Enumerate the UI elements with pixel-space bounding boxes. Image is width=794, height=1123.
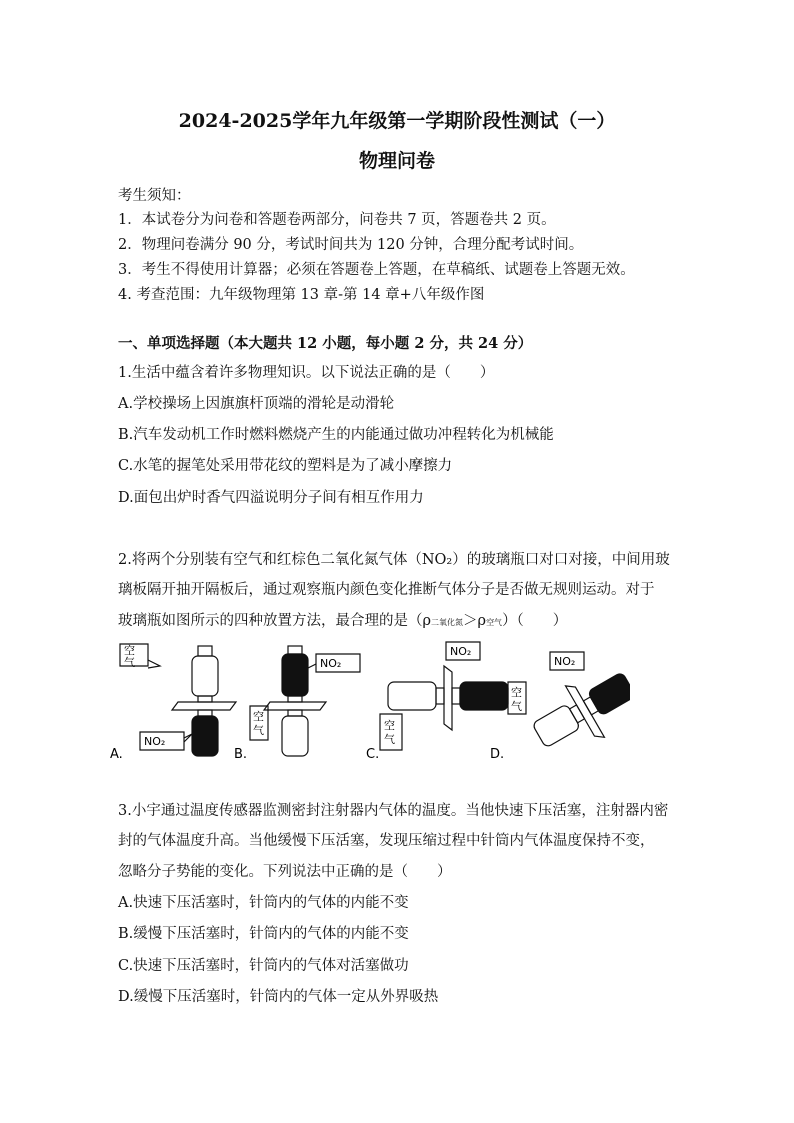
label-no2: NO₂ bbox=[554, 655, 576, 668]
q3-option-d: D.缓慢下压活塞时，针筒内的气体一定从外界吸热 bbox=[118, 989, 439, 1005]
q2-stem-line: 2.将两个分别装有空气和红棕色二氧化氮气体（NO₂）的玻璃瓶口对口对接，中间用玻 bbox=[118, 552, 670, 568]
q3-option-c: C.快速下压活塞时，针筒内的气体对活塞做功 bbox=[118, 958, 409, 974]
q2-stem-line: 璃板隔开抽开隔板后，通过观察瓶内颜色变化推断气体分子是否做无规则运动。对于 bbox=[118, 582, 655, 598]
bottle-arrangements-figure bbox=[110, 636, 630, 766]
section-heading: 一、单项选择题（本大题共 12 小题，每小题 2 分，共 24 分） bbox=[118, 335, 533, 352]
label-air: 气 bbox=[511, 700, 522, 713]
q2-stem-line bbox=[118, 609, 567, 630]
q1-stem: 1.生活中蕴含着许多物理知识。以下说法正确的是（ ） bbox=[118, 365, 495, 381]
q1-option-a: A.学校操场上因旗旗杆顶端的滑轮是动滑轮 bbox=[118, 396, 395, 412]
q3-stem-line: 3.小宇通过温度传感器监测密封注射器内气体的温度。当他快速下压活塞，注射器内密 bbox=[118, 803, 669, 819]
q3-option-b: B.缓慢下压活塞时，针筒内的气体的内能不变 bbox=[118, 926, 409, 942]
label-no2: NO₂ bbox=[320, 657, 342, 670]
figure-option-d: D. bbox=[490, 747, 505, 762]
option-b-diagram bbox=[250, 646, 360, 756]
notice-item: 4. 考查范围：九年级物理第 13 章-第 14 章+八年级作图 bbox=[118, 287, 485, 303]
greater-than: ＞ρ bbox=[463, 613, 487, 629]
label-no2: NO₂ bbox=[450, 645, 472, 658]
label-air: 气 bbox=[124, 656, 135, 669]
label-air: 空 bbox=[384, 719, 395, 732]
q3-option-a: A.快速下压活塞时，针筒内的气体的内能不变 bbox=[118, 895, 409, 911]
label-air: 气 bbox=[384, 733, 395, 746]
q2-stem-prefix: 玻璃瓶如图所示的四种放置方法，最合理的是（ρ bbox=[118, 613, 432, 629]
label-no2: NO₂ bbox=[144, 735, 166, 748]
paper-subtitle: 物理问卷 bbox=[358, 150, 435, 172]
q3-stem-line: 忽略分子势能的变化。下列说法中正确的是（ ） bbox=[118, 864, 452, 880]
label-air: 空 bbox=[511, 686, 522, 699]
q2-stem-suffix: ）（ ） bbox=[502, 613, 568, 629]
option-c-diagram bbox=[380, 642, 508, 750]
label-air: 空 bbox=[124, 644, 135, 657]
notice-item: 2．物理问卷满分 90 分，考试时间共为 120 分钟，合理分配考试时间。 bbox=[118, 237, 584, 253]
density-sub-no2: 二氧化氮 bbox=[431, 618, 464, 627]
density-sub-air: 空气 bbox=[486, 618, 503, 627]
notice-heading: 考生须知： bbox=[118, 188, 191, 204]
figure-option-a: A. bbox=[110, 747, 123, 762]
exam-title: 2024-2025学年九年级第一学期阶段性测试（一） bbox=[178, 110, 616, 132]
notice-item: 1．本试卷分为问卷和答题卷两部分，问卷共 7 页，答题卷共 2 页。 bbox=[118, 212, 556, 228]
q1-option-c: C.水笔的握笔处采用带花纹的塑料是为了减小摩擦力 bbox=[118, 458, 453, 474]
figure-option-b: B. bbox=[234, 747, 248, 762]
q1-option-d: D.面包出炉时香气四溢说明分子间有相互作用力 bbox=[118, 490, 424, 506]
figure-option-c: C. bbox=[366, 747, 380, 762]
option-a-diagram bbox=[120, 644, 236, 756]
label-air: 空 bbox=[253, 710, 264, 723]
q3-stem-line: 封的气体温度升高。当他缓慢下压活塞，发现压缩过程中针筒内气体温度保持不变， bbox=[118, 833, 655, 849]
q1-option-b: B.汽车发动机工作时燃料燃烧产生的内能通过做功冲程转化为机械能 bbox=[118, 427, 554, 443]
label-air: 气 bbox=[253, 724, 264, 737]
option-d-diagram bbox=[524, 658, 630, 765]
notice-item: 3．考生不得使用计算器；必须在答题卷上答题，在草稿纸、试题卷上答题无效。 bbox=[118, 262, 635, 278]
